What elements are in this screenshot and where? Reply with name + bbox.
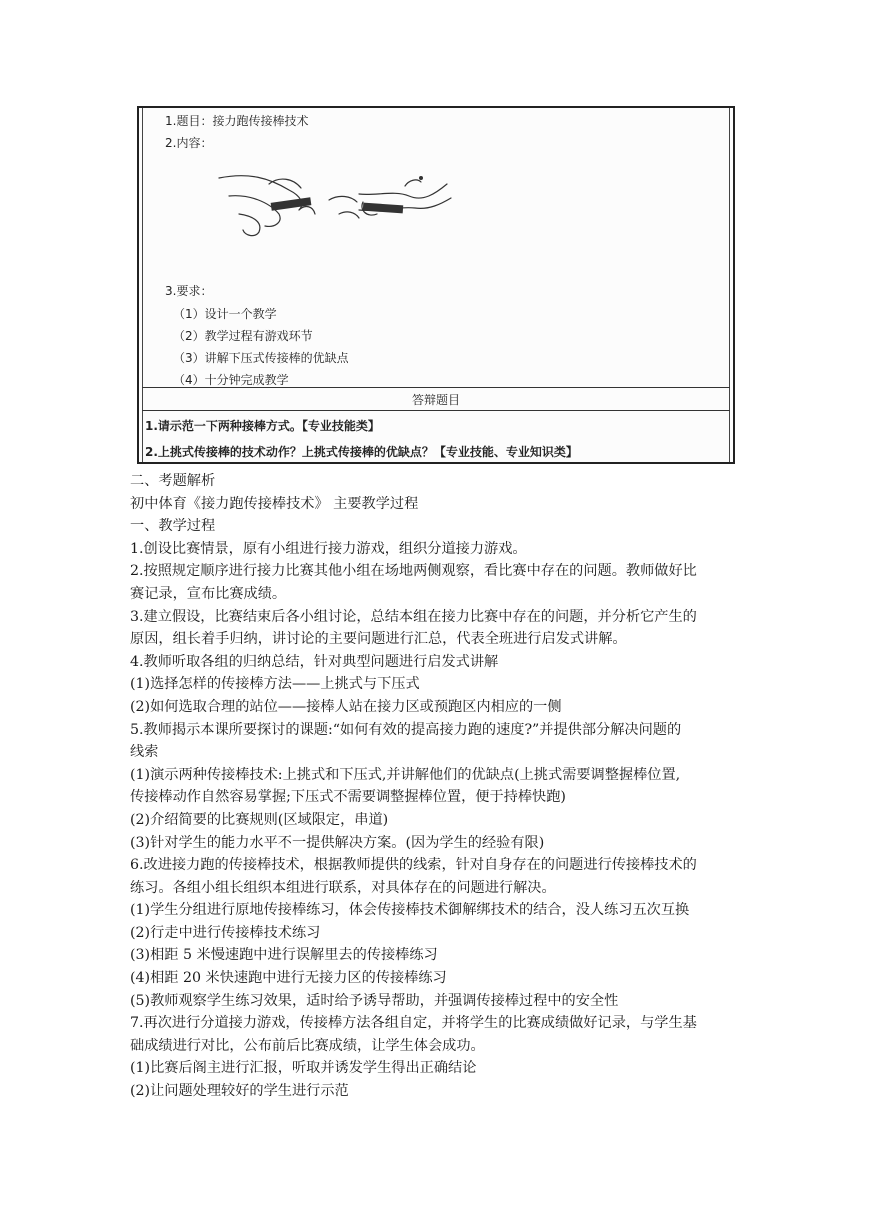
paragraph-line: 原因，组长着手归纳，讲讨论的主要问题进行汇总，代表全班进行启发式讲解。 — [130, 631, 627, 648]
section-heading: 二、考题解析 — [130, 473, 216, 489]
paragraph-line: (3)针对学生的能力水平不一提供解决方案。(因为学生的经验有限) — [130, 834, 545, 851]
divider — [142, 410, 730, 411]
paragraph-line: 5.教师揭示本课所要探讨的课题:“如何有效的提高接力跑的速度?”并提供部分解决问题的 — [130, 721, 682, 738]
requirement-item: （2）教学过程有游戏环节 — [173, 329, 313, 343]
paragraph-line: (3)相距 5 米慢速跑中进行误解里去的传接棒练习 — [130, 947, 438, 964]
paragraph-line: (2)让问题处理较好的学生进行示范 — [130, 1083, 349, 1100]
content-label: 2.内容： — [165, 136, 213, 150]
exam-question-scan — [137, 106, 735, 464]
paragraph-line: (4)相距 20 米快速跑中进行无接力区的传接棒练习 — [130, 970, 447, 987]
paragraph-line: (2)介绍简要的比赛规则(区域限定，串道) — [130, 811, 389, 828]
requirement-item: （3）讲解下压式传接棒的优缺点 — [173, 351, 349, 365]
paragraph-line: 赛记录，宣布比赛成绩。 — [130, 585, 287, 602]
divider — [142, 387, 730, 388]
topic-line: 1.题目：接力跑传接棒技术 — [165, 114, 309, 128]
paragraph-line: 线索 — [130, 744, 159, 761]
section-heading: 一、教学过程 — [130, 518, 216, 535]
paragraph-line: (2)如何选取合理的站位——接棒人站在接力区或预跑区内相应的一侧 — [130, 698, 562, 715]
requirement-item: （4）十分钟完成教学 — [173, 373, 289, 387]
scan-border-right — [729, 108, 730, 462]
requirements-label: 3.要求： — [165, 284, 213, 298]
requirement-item: （1）设计一个教学 — [173, 307, 277, 321]
paragraph-line: (1)选择怎样的传接棒方法——上挑式与下压式 — [130, 676, 420, 693]
paragraph-line: (5)教师观察学生练习效果，适时给予诱导帮助，并强调传接棒过程中的安全性 — [130, 992, 619, 1009]
paragraph-line: 练习。各组小组长组织本组进行联系，对具体存在的问题进行解决。 — [130, 879, 556, 896]
defense-question: 1.请示范一下两种接棒方式。【专业技能类】 — [145, 419, 380, 433]
analysis-text — [130, 470, 742, 1103]
baton-handoff-illustration — [209, 166, 459, 246]
paragraph-line: 6.改进接力跑的传接棒技术，根据教师提供的线索，针对自身存在的问题进行传接棒技术的 — [130, 857, 697, 874]
paragraph-line: 1.创设比赛情景，原有小组进行接力游戏，组织分道接力游戏。 — [130, 540, 527, 557]
paragraph-line: 2.按照规定顺序进行接力比赛其他小组在场地两侧观察，看比赛中存在的问题。教师做好比 — [130, 563, 697, 580]
defense-header: 答辩题目 — [411, 393, 460, 407]
paragraph-line: 3.建立假设，比赛结束后各小组讨论，总结本组在接力比赛中存在的问题，并分析它产生的 — [130, 608, 697, 625]
defense-question: 2.上挑式传接棒的技术动作？上挑式传接棒的优缺点？【专业技能、专业知识类】 — [145, 445, 578, 459]
paragraph-line: (1)学生分组进行原地传接棒练习，体会传接棒技术御解绑技术的结合，没人练习五次互换 — [130, 902, 690, 919]
lesson-title: 初中体育《接力跑传接棒技术》 主要教学过程 — [130, 495, 419, 512]
paragraph-line: 4.教师听取各组的归纳总结，针对典型问题进行启发式讲解 — [130, 653, 499, 670]
paragraph-line: (1)比赛后阁主进行汇报，听取并诱发学生得出正确结论 — [130, 1060, 477, 1077]
paragraph-line: 传接棒动作自然容易掌握;下压式不需要调整握棒位置，便于持棒快跑) — [130, 789, 566, 806]
paragraph-line: 7.再次进行分道接力游戏，传接棒方法各组自定，并将学生的比赛成绩做好记录，与学生基 — [130, 1015, 697, 1032]
scan-border-left — [142, 108, 143, 462]
paragraph-line: 础成绩进行对比，公布前后比赛成绩，让学生体会成功。 — [130, 1037, 485, 1054]
paragraph-line: (1)演示两种传接棒技术:上挑式和下压式,并讲解他们的优缺点(上挑式需要调整握棒位置, — [130, 766, 681, 783]
paragraph-line: (2)行走中进行传接棒技术练习 — [130, 924, 321, 941]
